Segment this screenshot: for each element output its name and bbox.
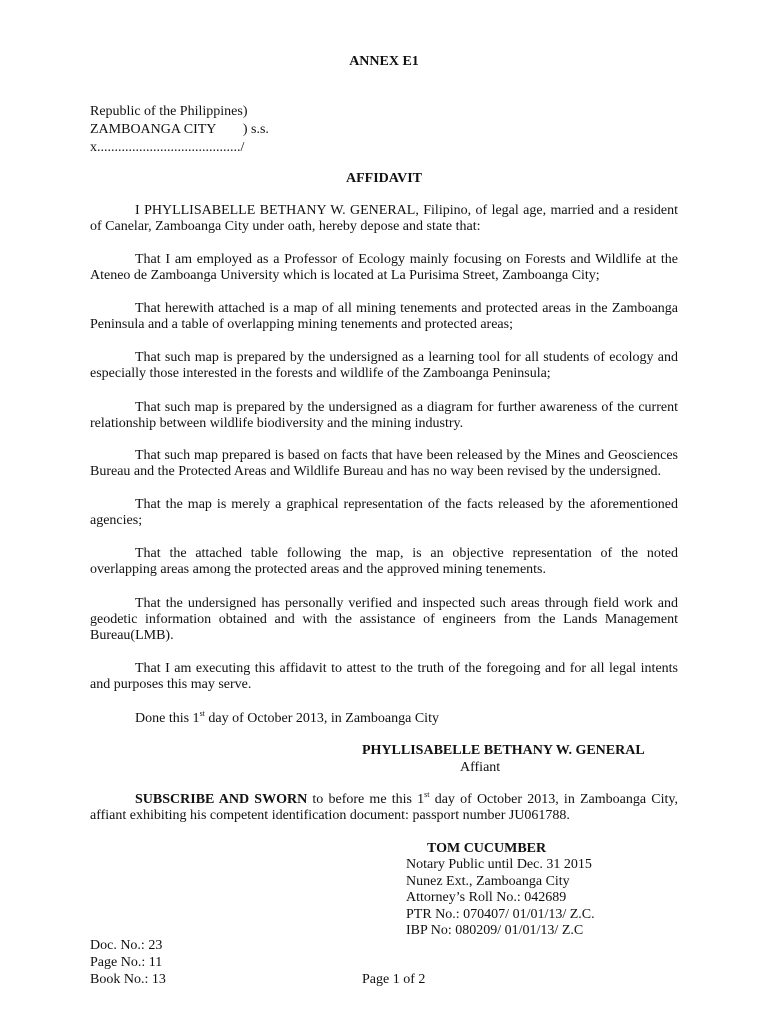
page-number: Page 1 of 2 bbox=[362, 972, 426, 987]
paragraph-awareness: That such map is prepared by the undersigned as a diagram for further awareness of the current relationship between wildlife biodiversity and the mining industry. bbox=[90, 400, 678, 431]
paragraph-attachment: That herewith attached is a map of all mining tenements and protected areas in the Zamboanga Peninsula and a table of overlapping mining tenements and protected areas; bbox=[90, 301, 678, 332]
notary-ptr-no: PTR No.: 070407/ 01/01/13/ Z.C. bbox=[406, 907, 595, 922]
paragraph-facts: That such map prepared is based on facts that have been released by the Mines and Geosciences Bureau and the Protected Areas and Wildlife Bureau and has no way been revised by the undersigned. bbox=[90, 448, 678, 479]
docket-book-no: Book No.: 13 bbox=[90, 972, 166, 987]
notary-ibp-no: IBP No: 080209/ 01/01/13/ Z.C bbox=[406, 923, 584, 938]
jurat-heading: SUBSCRIBE AND SWORN bbox=[135, 792, 308, 807]
paragraph-graphical: That the map is merely a graphical representation of the facts released by the aforementioned agencies; bbox=[90, 497, 678, 528]
paragraph-learning-tool: That such map is prepared by the undersigned as a learning tool for all students of ecology and especially those interested in the forests and wildlife of the Zamboanga Peninsula; bbox=[90, 350, 678, 381]
paragraph-employment: That I am employed as a Professor of Ecology mainly focusing on Forests and Wildlife at the Ateneo de Zamboanga University which is located at La Purisima Street, Zamboanga City; bbox=[90, 252, 678, 283]
docket-page-no: Page No.: 11 bbox=[90, 955, 163, 970]
venue-line-2 bbox=[90, 122, 269, 138]
jurat-line-2: affiant exhibiting his competent identification document: passport number JU061788. bbox=[90, 808, 570, 823]
annex-title: ANNEX E1 bbox=[349, 54, 419, 69]
docket-doc-no: Doc. No.: 23 bbox=[90, 938, 163, 953]
paragraph-purpose: That I am executing this affidavit to attest to the truth of the foregoing and for all legal intents and purposes this may serve. bbox=[90, 661, 678, 692]
venue-ss: ) s.s. bbox=[242, 122, 269, 137]
notary-name: TOM CUCUMBER bbox=[427, 841, 547, 856]
paragraph-verification: That the undersigned has personally verified and inspected such areas through field work and geodetic information obtained and with the assistance of engineers from the Lands Management Bureau(LMB). bbox=[90, 596, 678, 643]
affiant-role: Affiant bbox=[460, 760, 501, 775]
doc-title: AFFIDAVIT bbox=[346, 171, 422, 186]
venue-city: ZAMBOANGA CITY bbox=[90, 122, 216, 137]
notary-roll-no: Attorney’s Roll No.: 042689 bbox=[406, 890, 567, 905]
jurat-block: SUBSCRIBE AND SWORN to before me this 1st day of October 2013, in Zamboanga City, affiant exhibiting his competent identification document: passport number JU061788. bbox=[90, 790, 678, 823]
venue-line-1: Republic of the Philippines) bbox=[90, 104, 248, 119]
done-line: Done this 1st day of October 2013, in Zamboanga City bbox=[135, 709, 439, 726]
notary-commission: Notary Public until Dec. 31 2015 bbox=[406, 857, 592, 872]
venue-line-3: x........................................./ bbox=[90, 140, 245, 155]
notary-address: Nunez Ext., Zamboanga City bbox=[406, 874, 570, 889]
paragraph-table: That the attached table following the map, is an objective representation of the noted overlapping areas among the protected areas and the approved mining tenements. bbox=[90, 546, 678, 577]
paragraph-intro: I PHYLLISABELLE BETHANY W. GENERAL, Filipino, of legal age, married and a resident of Canelar, Zamboanga City under oath, hereby depose and state that: bbox=[90, 203, 678, 234]
affiant-name: PHYLLISABELLE BETHANY W. GENERAL bbox=[362, 743, 645, 758]
